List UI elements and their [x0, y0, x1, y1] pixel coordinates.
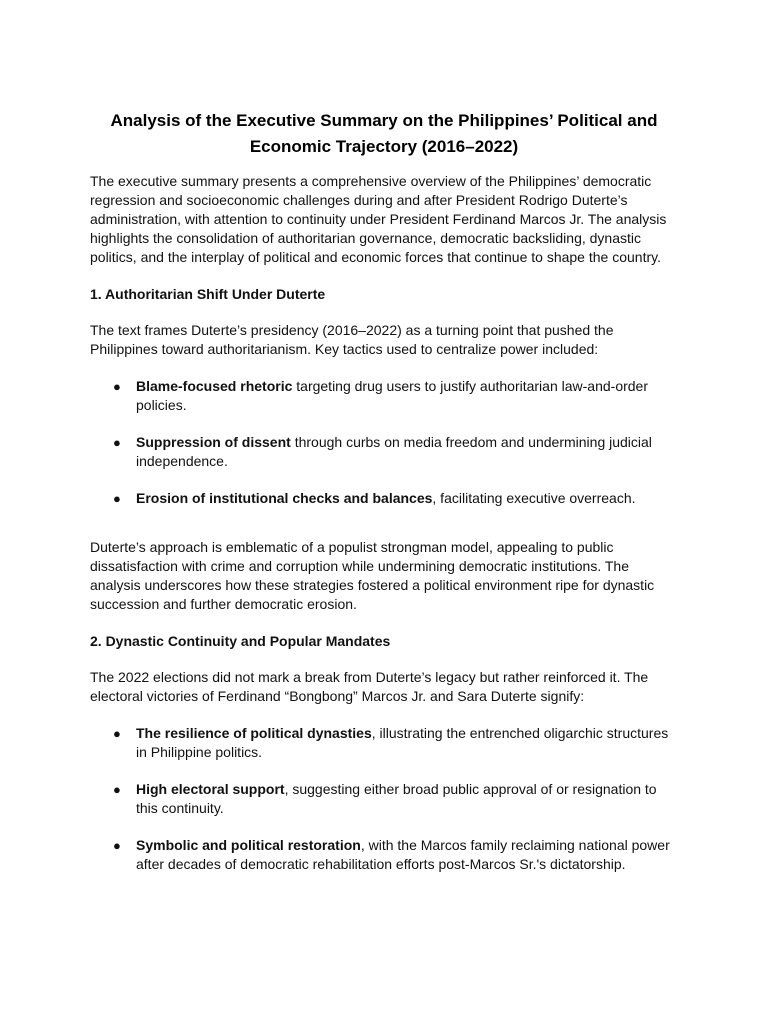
bullet-icon: ●	[113, 379, 121, 394]
bullet-bold-term: The resilience of political dynasties	[136, 725, 372, 741]
bullet-bold-term: Blame-focused rhetoric	[136, 378, 293, 394]
section-2-bullet-list	[90, 724, 678, 874]
bullet-icon: ●	[113, 435, 121, 450]
bullet-icon: ●	[113, 491, 121, 506]
bullet-text: targeting drug users to justify authoritarian law-and-order policies.	[136, 378, 649, 413]
bullet-text: , facilitating executive overreach.	[432, 490, 636, 506]
section-1-bullet-list	[90, 377, 678, 508]
bullet-text: , suggesting either broad public approval of or resignation to this continuity.	[136, 781, 657, 816]
list-item	[90, 836, 678, 874]
list-item	[90, 724, 678, 762]
section-2-lead-paragraph: The 2022 elections did not mark a break from Duterte’s legacy but rather reinforced it. The electoral victories of Ferdinand “Bongbong” Marcos Jr. and Sara Duterte signify:	[90, 669, 649, 704]
bullet-bold-term: Erosion of institutional checks and balances	[136, 490, 433, 506]
section-1-closing-paragraph: Duterte’s approach is emblematic of a populist strongman model, appealing to public dissatisfaction with crime and corruption while undermining democratic institutions. The analysis underscores how these strategies fostered a political environment ripe for dynastic succession and further democratic erosion.	[90, 539, 655, 612]
bullet-text: , with the Marcos family reclaiming national power after decades of democratic rehabilitation efforts post-Marcos Sr.'s dictatorship.	[136, 837, 670, 872]
section-heading-authoritarian-shift: 1. Authoritarian Shift Under Duterte	[90, 286, 326, 302]
bullet-icon: ●	[113, 782, 121, 797]
bullet-icon: ●	[113, 726, 121, 741]
intro-paragraph: The executive summary presents a comprehensive overview of the Philippines’ democratic regression and socioeconomic challenges during and after President Rodrigo Duterte’s administration, with attention to continuity under President Ferdinand Marcos Jr. The analysis highlights the consolidation of authoritarian governance, democratic backsliding, dynastic politics, and the interplay of political and economic forces that continue to shape the country.	[90, 173, 667, 265]
bullet-text: through curbs on media freedom and undermining judicial independence.	[136, 434, 652, 469]
bullet-text: , illustrating the entrenched oligarchic structures in Philippine politics.	[136, 725, 669, 760]
list-item	[90, 433, 678, 471]
title-line-1: Analysis of the Executive Summary on the Philippines’ Political and	[110, 111, 658, 130]
list-item	[90, 780, 678, 818]
title-line-2: Economic Trajectory (2016–2022)	[249, 137, 519, 156]
bullet-bold-term: High electoral support	[136, 781, 285, 797]
bullet-icon: ●	[113, 838, 121, 853]
section-heading-dynastic-continuity: 2. Dynastic Continuity and Popular Mandates	[90, 633, 391, 649]
list-item	[90, 377, 678, 415]
bullet-bold-term: Suppression of dissent	[136, 434, 291, 450]
bullet-bold-term: Symbolic and political restoration	[136, 837, 361, 853]
section-1-lead-paragraph: The text frames Duterte’s presidency (2016–2022) as a turning point that pushed the Philippines toward authoritarianism. Key tactics used to centralize power included:	[90, 322, 614, 357]
list-item	[90, 489, 678, 508]
document-title	[90, 108, 678, 160]
